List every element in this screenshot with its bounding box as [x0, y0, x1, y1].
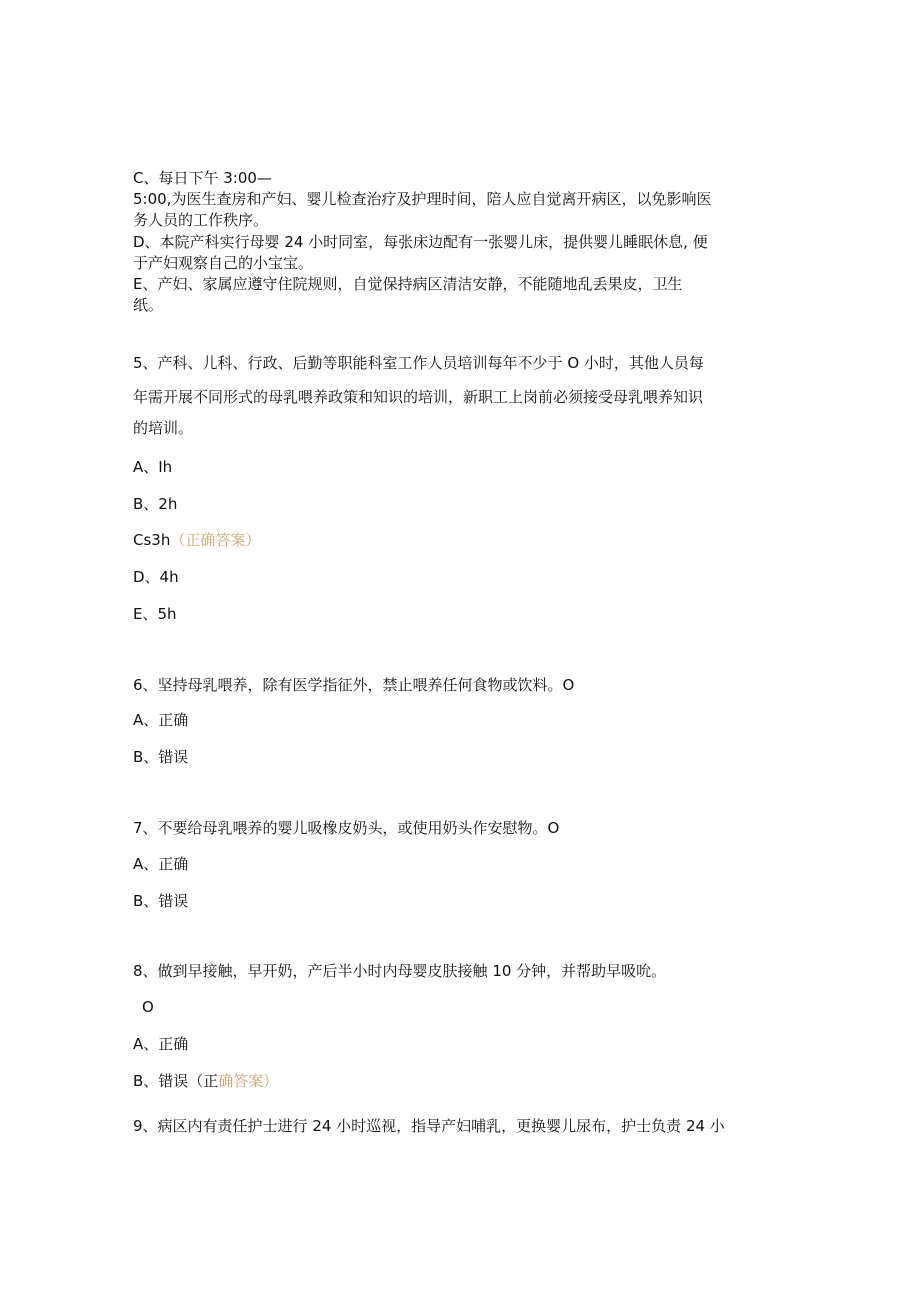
- q6-option-a: A、正确: [133, 711, 189, 729]
- q5-option-c: [133, 530, 793, 550]
- q8-option-a: A、正确: [133, 1035, 189, 1053]
- q5-text-line3: 的培训。: [133, 419, 194, 437]
- q8-answer-blank: O: [142, 998, 154, 1016]
- q5-option-e: E、5h: [133, 605, 177, 623]
- q8-option-b-text: B、错误（正: [133, 1072, 219, 1090]
- q4-option-d-line2: 于产妇观察自己的小宝宝。: [133, 254, 314, 272]
- q5-option-a: A、Ih: [133, 458, 173, 476]
- correct-answer-mark: （正确答案）: [170, 531, 261, 549]
- q4-option-c-line1: C、每日下午 3:00—: [133, 169, 272, 187]
- q5-option-c-text: Cs3h: [133, 531, 171, 549]
- q5-text-line1: 5、产科、儿科、行政、后勤等职能科室工作人员培训每年不少于 O 小时，其他人员每: [133, 354, 704, 372]
- q4-option-c-line3: 务人员的工作秩序。: [133, 211, 269, 229]
- q4-option-e-line2: 纸。: [133, 296, 164, 314]
- q7-option-a: A、正确: [133, 855, 189, 873]
- correct-answer-mark: 确答案）: [218, 1072, 279, 1090]
- q6-option-b: B、错误: [133, 748, 189, 766]
- q5-option-b: B、2h: [133, 495, 178, 513]
- q8-option-b: [133, 1071, 793, 1091]
- q4-option-e-line1: E、产妇、家属应遵守住院规则，自觉保持病区清洁安静，不能随地乱丢果皮，卫生: [133, 275, 683, 293]
- q9-text: 9、病区内有责任护士进行 24 小时巡视，指导产妇哺乳，更换婴儿尿布，护士负责 24 小: [133, 1117, 725, 1135]
- q4-option-c-line2: 5:00,为医生查房和产妇、婴儿检查治疗及护理时间，陪人应自觉离开病区，以免影响医: [133, 190, 712, 208]
- q5-option-d: D、4h: [133, 568, 179, 586]
- q7-option-b: B、错误: [133, 892, 189, 910]
- q5-text-line2: 年需开展不同形式的母乳喂养政策和知识的培训，新职工上岗前必须接受母乳喂养知识: [133, 388, 704, 406]
- q6-text: 6、坚持母乳喂养，除有医学指征外，禁止喂养任何食物或饮料。O: [133, 676, 575, 694]
- q4-option-d-line1: D、本院产科实行母婴 24 小时同室，每张床边配有一张婴儿床，提供婴儿睡眠休息, 便: [133, 233, 708, 251]
- q8-text: 8、做到早接触，早开奶，产后半小时内母婴皮肤接触 10 分钟，并帮助早吸吮。: [133, 962, 667, 980]
- q7-text: 7、不要给母乳喂养的婴儿吸橡皮奶头，或使用奶头作安慰物。O: [133, 819, 560, 837]
